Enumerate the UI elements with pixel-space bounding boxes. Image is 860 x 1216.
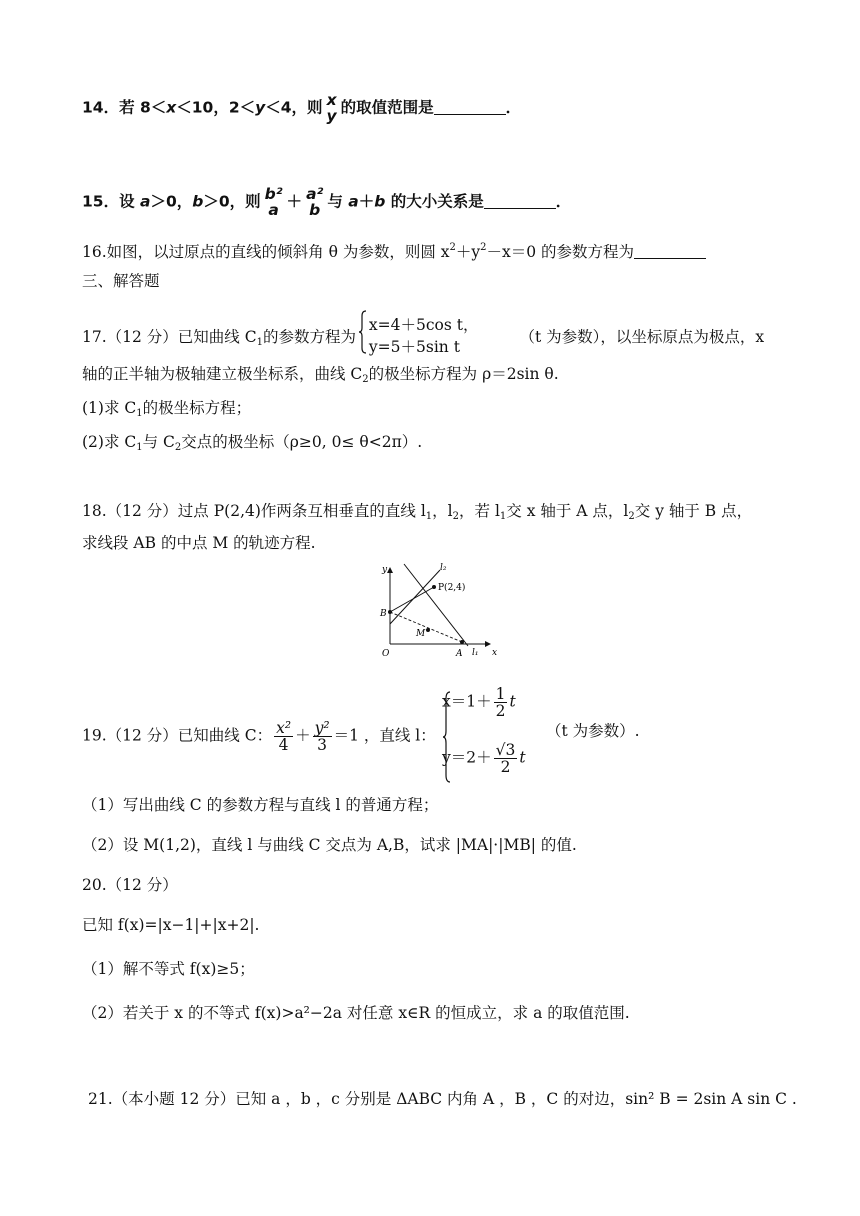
fraction-b2-over-a: b² a	[264, 185, 283, 219]
segment-bp	[390, 587, 434, 612]
label-o: O	[382, 649, 390, 659]
answer-blank-16	[634, 244, 706, 259]
question-16: 16.如图，以过原点的直线的倾斜角 θ 为参数，则圆 $x^2+y^2-x=0$ 的参数方程为	[82, 237, 706, 263]
question-17-part-1: (1)求 $C_1$的极坐标方程；	[82, 399, 252, 419]
question-14: 14．若 8＜x＜10，2＜y＜4，则 x y 的取值范围是 ．	[82, 91, 522, 125]
label-l1: l₁	[472, 648, 479, 658]
point-p	[432, 585, 436, 589]
fraction-x-over-y: x y	[326, 91, 337, 125]
label-p: P(2,4)	[438, 583, 466, 593]
question-18-line-2: 求线段 AB 的中点 M 的轨迹方程.	[82, 534, 316, 552]
question-20-part-1: （1）解不等式 f(x)≥5；	[82, 960, 255, 978]
fraction-a2-over-b: a² b	[306, 185, 324, 219]
point-m	[426, 628, 430, 632]
fraction-1-over-2: $\frac{1}{2}$	[495, 685, 506, 720]
system-row-2: y＝2＋ $\frac{√3}{2}$ t	[442, 741, 526, 776]
question-19-part-1: （1）写出曲线 C 的参数方程与直线 l 的普通方程；	[82, 796, 439, 814]
label-b: B	[380, 609, 387, 619]
label-m: M	[416, 629, 426, 639]
question-20-head: 20.（12 分）	[82, 876, 178, 894]
question-19-line-1: 19.（12 分）已知曲线 C： $\frac{\text{x²}}{4}$ ＋ $\frac{\text{y²}}{3}$ ＝1 ，直线 l：	[82, 720, 445, 753]
question-19-tail: （t 为参数）.	[546, 722, 640, 740]
label-a: A	[456, 649, 463, 659]
question-21: 21.（本小题 12 分）已知 a ，b ，c 分别是 ΔABC 内角 A ，B ，C 的对边，sin² B = 2sin A sin C .	[88, 1090, 797, 1108]
question-20-given: 已知 f(x)=|x−1|+|x+2|.	[82, 916, 260, 934]
fraction-x2-over-4: $\frac{\text{x²}}{4}$	[276, 719, 292, 754]
question-17-part-2: (2)求 $C_1$与 $C_2$交点的极坐标（ρ≥0, 0≤ θ<2π）.	[82, 433, 423, 453]
fraction-sqrt3-over-2: $\frac{√3}{2}$	[495, 741, 516, 776]
section-heading: 三、解答题	[82, 272, 160, 290]
fraction-y2-over-3: $\frac{\text{y²}}{3}$	[314, 719, 330, 754]
question-20-part-2: （2）若关于 x 的不等式 f(x)>a²−2a 对任意 x∈R 的恒成立，求 a 的取值范围.	[82, 1004, 630, 1022]
line-l1	[404, 564, 468, 646]
label-l2: l₂	[440, 563, 447, 573]
point-a	[460, 640, 464, 644]
system-row-1: x＝1＋ $\frac{1}{2}$ t	[442, 685, 516, 720]
answer-blank-14	[434, 100, 506, 115]
question-15: 15．设 a＞0，b＞0，则 b² a ＋ a² b 与 a＋b 的大小关系是 ．	[82, 185, 572, 219]
answer-blank-15	[484, 194, 556, 209]
point-b	[388, 610, 392, 614]
segment-ab	[390, 612, 462, 642]
question-17-line-2: 轴的正半轴为极轴建立极坐标系，曲线 $C_2$的极坐标方程为 ρ＝2sin θ.	[82, 365, 559, 385]
label-y: y	[382, 565, 388, 575]
question-18-line-1: 18.（12 分）过点 P(2,4)作两条互相垂直的直线 $l_1$，$l_2$，若 $l_1$交 x 轴于 A 点，$l_2$交 y 轴于 B 点，	[82, 502, 753, 522]
parametric-system-c1: x=4＋5cos t， y=5＋5sin t	[361, 316, 479, 360]
question-17-line-1: 17.（12 分）已知曲线 $C_1$的参数方程为 x=4＋5cos t， y=5＋5sin t （t 为参数），以坐标原点为极点，x	[82, 316, 764, 360]
geometry-figure	[368, 560, 500, 664]
question-19-part-2: （2）设 M(1,2)，直线 l 与曲线 C 交点为 A,B，试求 |MA|·|MB| 的值.	[82, 836, 577, 854]
label-x: x	[492, 648, 498, 658]
